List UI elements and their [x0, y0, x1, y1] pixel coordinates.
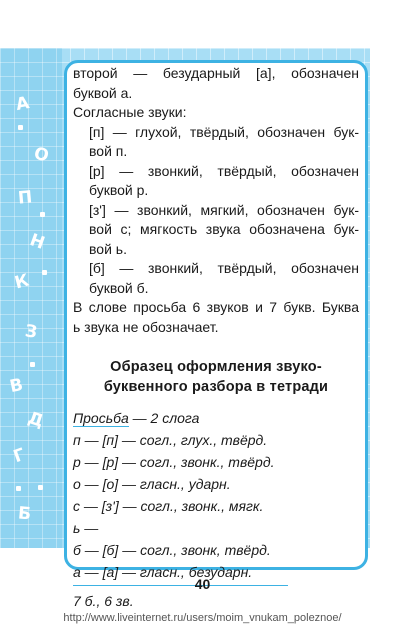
text-line: буквой р.: [89, 182, 149, 198]
text-line: буквой а.: [73, 84, 133, 101]
text-line: Согласные звуки:: [73, 104, 187, 120]
sample-row: а — [а] — гласн., безударн.: [73, 564, 253, 580]
side-letter: Г: [10, 444, 28, 468]
side-letter: Д: [25, 408, 46, 432]
side-letter: З: [23, 321, 39, 343]
footer-url[interactable]: http://www.liveinternet.ru/users/moim_vnukam_poleznoe/: [63, 612, 342, 624]
sample-row: ь —: [73, 520, 99, 536]
sample-row: п — [п] — согл., глух., твёрд.: [73, 432, 268, 448]
page-number: 40: [194, 576, 211, 592]
sample-title: [73, 407, 359, 429]
decor-dot: [38, 485, 43, 490]
decor-dot: [40, 212, 45, 217]
text-line: В слове просьба 6 звуков и 7 букв. Буква: [73, 299, 359, 315]
sample-row: б — [б] — согл., звонк, твёрд.: [73, 542, 271, 558]
side-letter: П: [17, 187, 34, 209]
sample-word-rest: — 2 слога: [128, 410, 200, 426]
text-line: [п] — глухой, твёрдый, обозначен бук-: [89, 123, 359, 140]
sample-row: о — [о] — гласн., ударн.: [73, 476, 231, 492]
sample-word: Просьба: [73, 410, 129, 426]
side-letter: В: [8, 374, 25, 398]
decor-dot: [42, 270, 47, 275]
text-line: вой п.: [89, 143, 128, 159]
text-line: [з'] — звонкий, мягкий, обозначен бук-: [89, 201, 359, 218]
heading-line: Образец оформления звуко-: [110, 359, 322, 375]
text-line: вой с; мягкость звука обозначена бук-: [89, 221, 359, 237]
side-letter: К: [12, 270, 32, 294]
text-line: ь звука не обозначает.: [73, 318, 219, 335]
side-letter: А: [14, 93, 31, 115]
sample-row: р — [р] — согл., звонк., твёрд.: [73, 454, 275, 470]
sample-total: 7 б., 6 зв.: [73, 593, 134, 609]
side-letter: О: [31, 143, 51, 167]
decor-dot: [30, 362, 35, 367]
text-line: вой ь.: [89, 240, 127, 257]
text-line: [р] — звонкий, твёрдый, обозначен: [89, 162, 359, 179]
text-line: буквой б.: [89, 279, 149, 296]
letter-stripe: [0, 48, 62, 548]
text-line: [б] — звонкий, твёрдый, обозначен: [89, 260, 359, 276]
decor-dot: [18, 125, 23, 130]
side-letter: Б: [17, 503, 32, 525]
section-heading: [73, 357, 359, 397]
decor-dot: [16, 486, 21, 491]
side-letter: Н: [27, 230, 48, 254]
sample-row: с — [з'] — согл., звонк., мягк.: [73, 498, 264, 514]
heading-line: буквенного разбора в тетради: [103, 379, 329, 395]
page-text: [73, 64, 359, 612]
text-line: второй — безударный [а], обозначен: [73, 65, 359, 81]
